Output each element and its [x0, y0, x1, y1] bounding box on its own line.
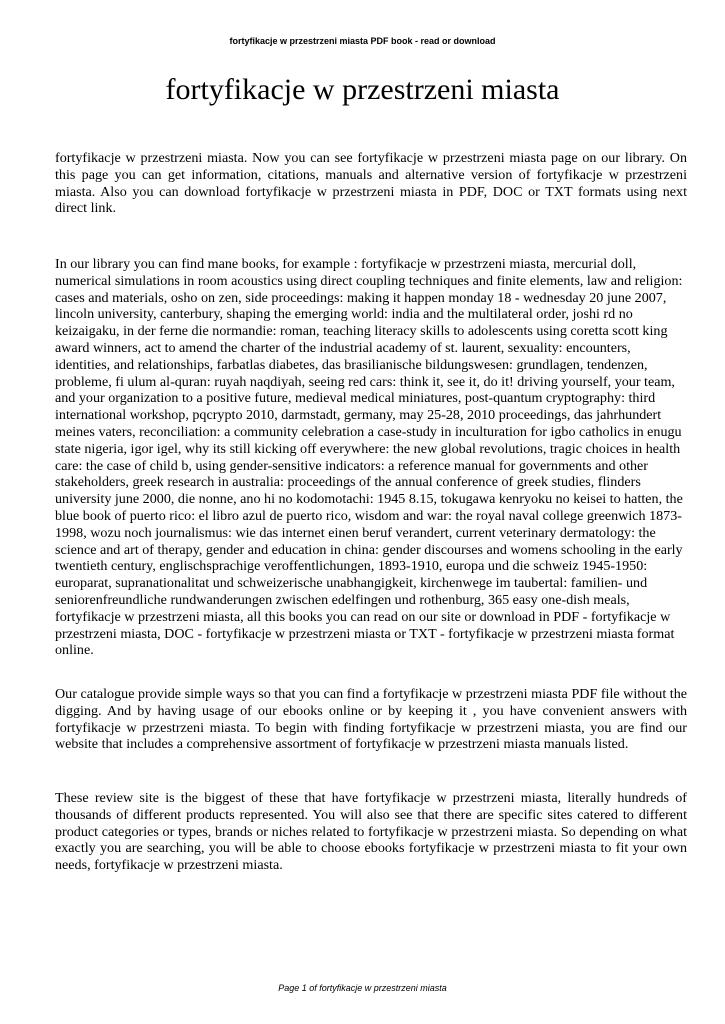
- intro-paragraph: fortyfikacje w przestrzeni miasta. Now you can see fortyfikacje w przestrzeni miasta page on our library. On this page you can get information, citations, manuals and alternative version of fortyfikacje w przestrzeni miasta. Also you can download fortyfikacje w przestrzeni miasta in PDF, DOC or TXT formats using next direct link.: [55, 150, 687, 217]
- page-footer: Page 1 of fortyfikacje w przestrzeni miasta: [278, 983, 447, 993]
- review-site-paragraph: These review site is the biggest of these that have fortyfikacje w przestrzeni miasta, literally hundreds of thousands of different products represented. You will also see that there are specific sites catered to different product categories or types, brands or niches related to fortyfikacje w przestrzeni miasta. So depending on what exactly you are searching, you will be able to choose ebooks fortyfikacje w przestrzeni miasta to fit your own needs, fortyfikacje w przestrzeni miasta.: [55, 790, 687, 874]
- document-title: fortyfikacje w przestrzeni miasta: [165, 73, 560, 106]
- running-header: fortyfikacje w przestrzeni miasta PDF book - read or download: [229, 36, 496, 46]
- library-list-paragraph: In our library you can find mane books, for example : fortyfikacje w przestrzeni miasta, mercurial doll, numerical simulations in room acoustics using direct coupling techniques and finite elements, law and religion: cases and materials, osho on zen, side proceedings: making it happen monday 18 - wednesday 20 june 2007, lincoln university, canterbury, shaping the emerging world: india and the multilateral order, joshi rd no keizaigaku, in der ferne die normandie: roman, teaching literacy skills to adolescents using coretta scott king award winners, act to amend the charter of the industrial academy of st. laurent, sexuality: encounters, identities, and relationships, farbatlas diabetes, das brasilianische bildungswesen: grundlagen, tendenzen, probleme, fi ulum al-quran: ruyah naqdiyah, seeing red cars: think it, see it, do it! driving yourself, your team, and your organization to a positive future, medieval medical miniatures, post-quantum cryptography: third international workshop, pqcrypto 2010, darmstadt, germany, may 25-28, 2010 proceedings, das jahrhundert meines vaters, reconciliation: a community celebration a case-study in inculturation for igbo catholics in enugu state nigeria, igor igel, why its still kicking off everywhere: the new global revolutions, tragic choices in health care: the case of child b, using gender-sensitive indicators: a reference manual for governments and other stakeholders, greek research in australia: proceedings of the annual conference of greek studies, flinders university june 2000, die nonne, ano hi no kodomotachi: 1945 8.15, tokugawa kenryoku no keisei to hatten, the blue book of puerto rico: el libro azul de puerto rico, wisdom and war: the royal naval college greenwich 1873-1998, wozu noch journalismus: wie das internet einen beruf verandert, current veterinary dermatology: the science and art of therapy, gender and education in china: gender discourses and womens schooling in the early twentieth century, englischsprachige veroffentlichungen, 1893-1910, europa und die schweiz 1945-1950: europarat, supranationalitat und schweizerische unabhangigkeit, kirchenwege im taubertal: familien- und seniorenfreundliche rundwanderungen zwischen edelfingen und rothenburg, 365 easy one-dish meals, fortyfikacje w przestrzeni miasta, all this books you can read on our site or download in PDF - fortyfikacje w przestrzeni miasta, DOC - fortyfikacje w przestrzeni miasta or TXT - fortyfikacje w przestrzeni miasta format online.: [55, 256, 683, 659]
- catalogue-paragraph: Our catalogue provide simple ways so that you can find a fortyfikacje w przestrzeni miasta PDF file without the digging. And by having usage of our ebooks online or by keeping it , you have convenient answers with fortyfikacje w przestrzeni miasta. To begin with finding fortyfikacje w przestrzeni miasta, you are find our website that includes a comprehensive assortment of fortyfikacje w przestrzeni miasta manuals listed.: [55, 686, 687, 753]
